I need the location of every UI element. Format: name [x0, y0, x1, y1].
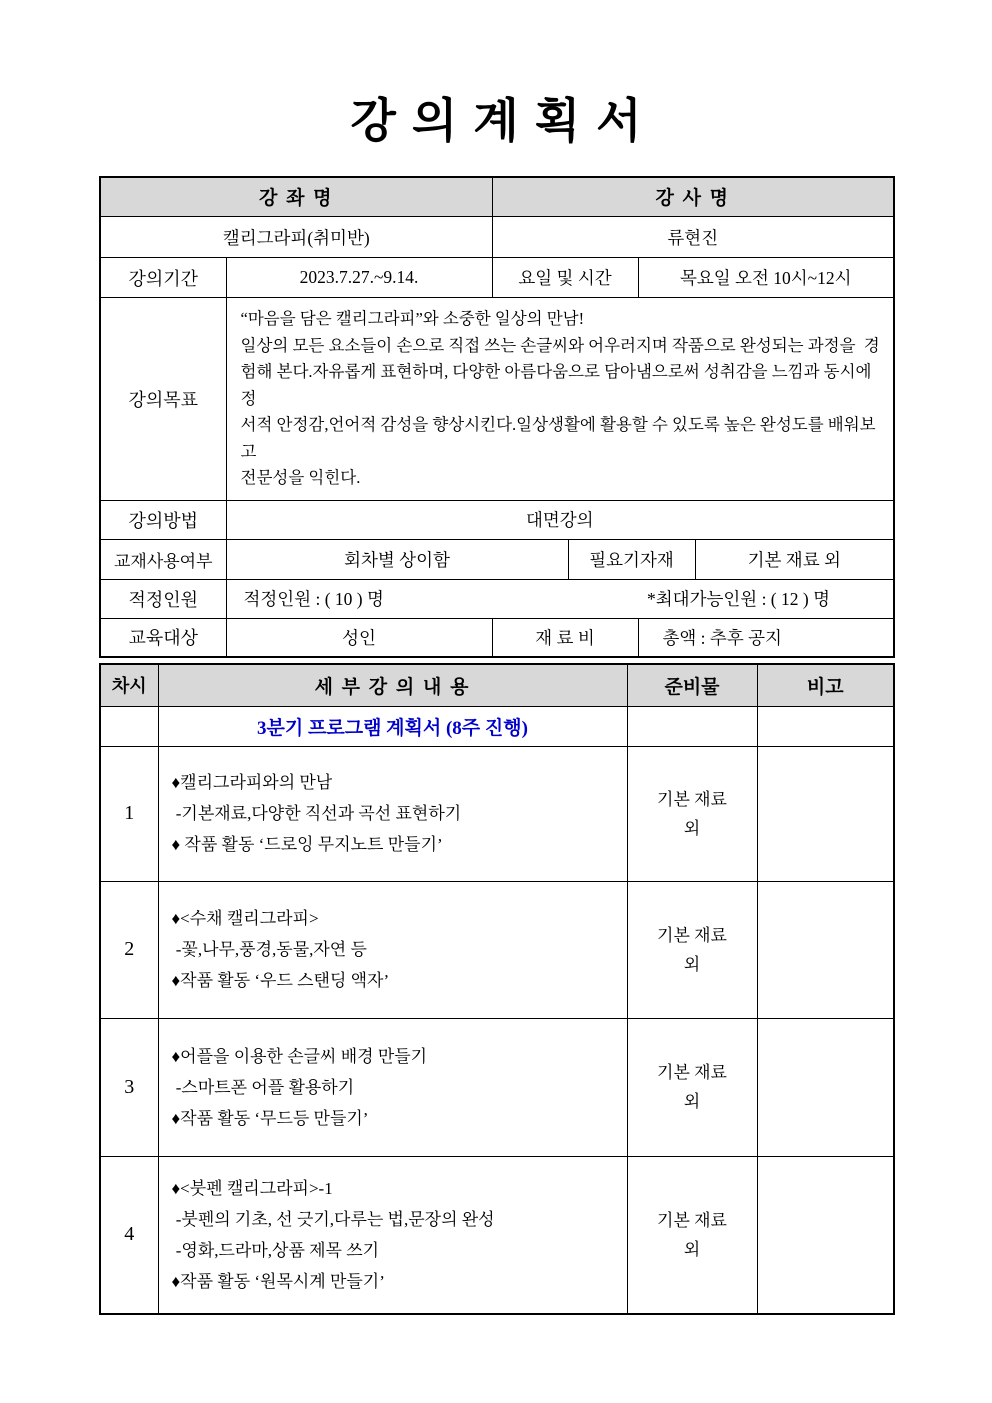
- content-line: ♦ 작품 활동 ‘드로잉 무지노트 만들기’: [171, 835, 443, 855]
- page-title: 강의계획서: [350, 94, 658, 149]
- materials-line: 기본 재료: [657, 1210, 727, 1230]
- session-col-header: 차시: [100, 664, 158, 706]
- equipment-label: 필요기자재: [568, 539, 695, 579]
- note-col-header: 비고: [757, 664, 894, 706]
- table-row: [100, 618, 894, 657]
- session-note: [757, 1156, 894, 1314]
- session-note: [757, 881, 894, 1018]
- program-title: 3분기 프로그램 계획서 (8주 진행): [158, 706, 627, 746]
- table-row: [100, 539, 894, 579]
- content-col-header: 세 부 강 의 내 용: [158, 664, 627, 706]
- objective-value: [226, 298, 894, 501]
- objective-line: 서적 안정감,언어적 감성을 향상시킨다.일상생활에 활용할 수 있도록 높은 완성도를 배워보고: [240, 415, 876, 461]
- content-line: ♦어플을 이용한 손글씨 배경 만들기: [171, 1046, 428, 1066]
- schedule-label: 요일 및 시간: [492, 258, 638, 298]
- session-content: [158, 746, 627, 881]
- course-info-table: [99, 176, 895, 659]
- table-row: [100, 664, 894, 706]
- objective-line: 전문성을 익힌다.: [240, 468, 361, 488]
- period-label: 강의기간: [100, 258, 226, 298]
- materials-line: 외: [683, 954, 701, 974]
- session-number: 4: [100, 1156, 158, 1314]
- instructor-header: 강 사 명: [492, 177, 894, 217]
- method-label: 강의방법: [100, 500, 226, 539]
- session-row-2: [100, 881, 894, 1018]
- session-content: [158, 1018, 627, 1156]
- textbook-value: 회차별 상이함: [226, 539, 568, 579]
- content-line: ♦작품 활동 ‘원목시계 만들기’: [171, 1271, 385, 1291]
- session-number: 1: [100, 746, 158, 881]
- instructor-value: 류현진: [492, 217, 894, 258]
- empty-cell: [100, 706, 158, 746]
- objective-line: 일상의 모든 요소들이 손으로 직접 쓰는 손글씨와 어우러지며 작품으로 완성되는 과정을 경: [240, 335, 880, 355]
- fee-value: 총액 : 추후 공지: [638, 618, 894, 657]
- materials-line: 기본 재료: [657, 1063, 727, 1083]
- content-line: -영화,드라마,상품 제목 쓰기: [171, 1240, 380, 1260]
- content-line: -붓펜의 기초, 선 긋기,다루는 법,문장의 완성: [171, 1209, 495, 1229]
- table-row: [100, 217, 894, 258]
- session-materials: [627, 746, 757, 881]
- content-line: ♦작품 활동 ‘우드 스탠딩 액자’: [171, 971, 390, 991]
- session-content: [158, 1156, 627, 1314]
- capacity-max: *최대가능인원 : ( 12 ) 명: [647, 589, 830, 610]
- session-materials: [627, 881, 757, 1018]
- content-line: ♦캘리그라피와의 만남: [171, 773, 333, 793]
- content-line: -기본재료,다양한 직선과 곡선 표현하기: [171, 804, 462, 824]
- session-table: [99, 663, 895, 1315]
- course-name-value: 캘리그라피(취미반): [100, 217, 492, 258]
- table-row: [100, 579, 894, 618]
- session-note: [757, 1018, 894, 1156]
- empty-cell: [627, 706, 757, 746]
- document-body: [99, 176, 893, 1316]
- table-row: [100, 706, 894, 746]
- objective-line: “마음을 담은 캘리그라피”와 소중한 일상의 만남!: [240, 309, 585, 329]
- materials-line: 기본 재료: [657, 789, 727, 809]
- content-line: ♦작품 활동 ‘무드등 만들기’: [171, 1108, 369, 1128]
- schedule-value: 목요일 오전 10시~12시: [638, 258, 894, 298]
- objective-line: 험해 본다.자유롭게 표현하며, 다양한 아름다움으로 담아냄으로써 성취감을 느낌과 동시에 정: [240, 362, 876, 408]
- table-row: [100, 500, 894, 539]
- textbook-label: 교재사용여부: [100, 539, 226, 579]
- materials-line: 외: [683, 818, 701, 838]
- period-value: 2023.7.27.~9.14.: [226, 258, 492, 298]
- objective-label: 강의목표: [100, 298, 226, 501]
- capacity-value: [226, 579, 894, 618]
- content-line: -꽃,나무,풍경,동물,자연 등: [171, 940, 367, 960]
- session-note: [757, 746, 894, 881]
- session-row-1: [100, 746, 894, 881]
- materials-line: 기본 재료: [657, 925, 727, 945]
- method-value: 대면강의: [226, 500, 894, 539]
- target-label: 교육대상: [100, 618, 226, 657]
- session-number: 3: [100, 1018, 158, 1156]
- session-materials: [627, 1018, 757, 1156]
- table-row: [100, 177, 894, 217]
- target-value: 성인: [226, 618, 492, 657]
- session-row-4: [100, 1156, 894, 1314]
- session-content: [158, 881, 627, 1018]
- fee-label: 재 료 비: [492, 618, 638, 657]
- table-row: [100, 298, 894, 501]
- materials-col-header: 준비물: [627, 664, 757, 706]
- equipment-value: 기본 재료 외: [695, 539, 894, 579]
- materials-line: 외: [683, 1239, 701, 1259]
- content-line: -스마트폰 어플 활용하기: [171, 1077, 355, 1097]
- empty-cell: [757, 706, 894, 746]
- content-line: ♦<수채 캘리그라피>: [171, 909, 319, 929]
- materials-line: 외: [683, 1092, 701, 1112]
- table-row: [100, 258, 894, 298]
- capacity-standard: 적정인원 : ( 10 ) 명: [243, 589, 384, 610]
- session-row-3: [100, 1018, 894, 1156]
- session-number: 2: [100, 881, 158, 1018]
- capacity-label: 적정인원: [100, 579, 226, 618]
- course-name-header: 강 좌 명: [100, 177, 492, 217]
- content-line: ♦<붓펜 캘리그라피>-1: [171, 1178, 333, 1198]
- session-materials: [627, 1156, 757, 1314]
